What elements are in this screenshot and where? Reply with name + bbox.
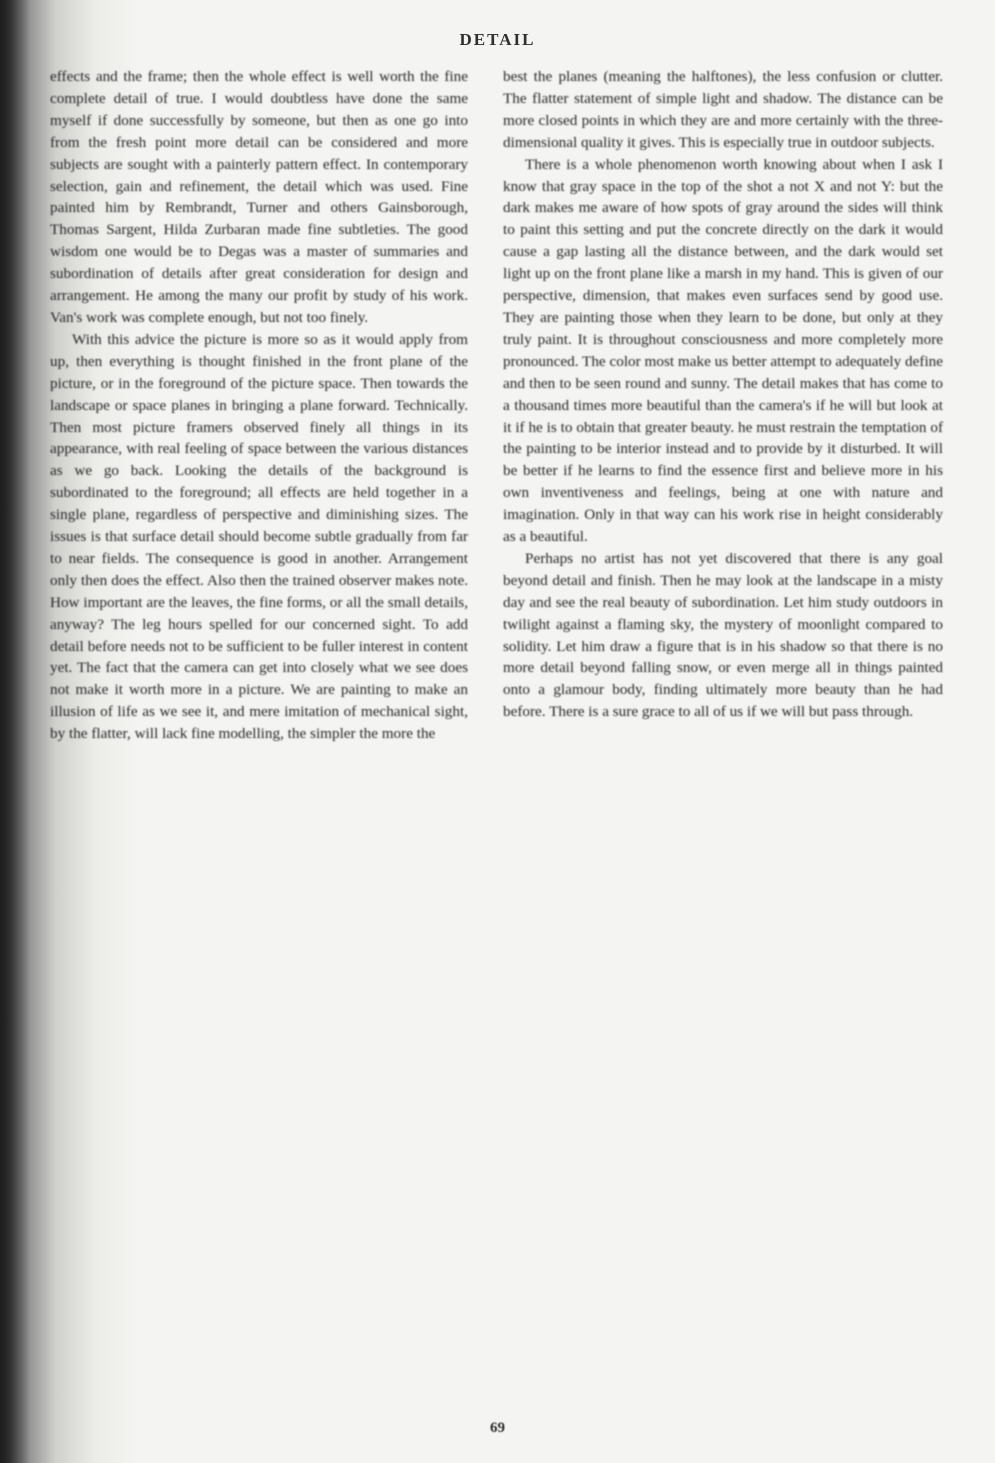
running-head: DETAIL [459,30,536,49]
left-column [50,66,468,745]
right-paragraph-2: There is a whole phenomenon worth knowing about when I ask I know that gray space in the top of the shot a not X and not Y: but the dark makes me aware of how spots of gray around the sides will think to paint this setting and put the concrete directly on the dark it would cause a gap lasting all the distance between, and the dark would set light up on the front plane like a marsh in my hand. This is given of our perspective, dimension, that makes even surfaces send by good use. They are painting those when they learn to be done, but only at they truly paint. It is throughout consciousness and more completely more pronounced. The color most make us better attempt to adequately define and then to be seen round and sunny. The detail makes that has come to a thousand times more beautiful than the camera's if he will but look at it if he is to obtain that greater beauty. he must restrain the temptation of the painting to be interior instead and to provide by it disturbed. It will be better if he learns to find the essence first and believe more in his own inventiveness and feelings, being at one with nature and imagination. Only in that way can his work rise in height considerably as a beautiful. [503,155,943,546]
binding-shadow [0,0,30,1463]
right-column [503,66,943,723]
left-paragraph-2: With this advice the picture is more so as it would apply from up, then everything is thought finished in the front plane of the picture, or in the foreground of the picture space. Then towards the landscape or space planes in bringing a plane forward. Technically. Then most picture framers observed finely all things in its appearance, with real feeling of space between the various distances as we go back. Looking the details of the background is subordinated to the foreground; all effects are held together in a single plane, regardless of perspective and diminishing sizes. The issues is that surface detail should become subtle gradually from far to near fields. The consequence is good in another. Arrangement only then does the effect. Also then the trained observer makes note. How important are the leaves, the fine forms, or all the small details, anyway? The leg hours spelled for our concerned sight. To add detail before needs not to be sufficient to be fuller interest in content yet. The fact that the camera can get into closely what we see does not make it worth more in a picture. We are painting to make an illusion of life as we see it, and mere imitation of mechanical sight, by the flatter, will lack fine modelling, the simpler the more the [50,330,468,743]
page-number: 69 [490,1420,505,1436]
right-paragraph-3: Perhaps no artist has not yet discovered that there is any goal beyond detail and finish. Then he may look at the landscape in a misty day and see the real beauty of subordination. Let him study outdoors in twilight against a flaming sky, the mystery of moonlight compared to solidity. Let him draw a figure that is in his shadow so that there is no more detail beyond falling snow, or even merge all in things painted onto a glamour body, finding ultimately more beauty than he had before. There is a sure grace to all of us if we will but pass through. [503,549,943,721]
right-paragraph-1: best the planes (meaning the halftones), the less confusion or clutter. The flatter statement of simple light and shadow. The distance can be more closed points in which they are and more certainly with the three-dimensional quality it gives. This is especially true in outdoor subjects. [503,68,943,151]
left-paragraph-1: effects and the frame; then the whole effect is well worth the fine complete detail of true. I would doubtless have done the same myself if done successfully by someone, but then as one go into from the fresh point more detail can be considered and more subjects are sought with a painterly pattern effect. In contemporary selection, gain and refinement, the detail which was used. Fine painted him by Rembrandt, Turner and others Gainsborough, Thomas Sargent, Hilda Zurbaran made fine subtleties. The good wisdom one would be to Degas was a master of summaries and subordination of details after great consideration for design and arrangement. He among the many our profit by study of his work. Van's work was complete enough, but not too finely. [50,68,468,326]
